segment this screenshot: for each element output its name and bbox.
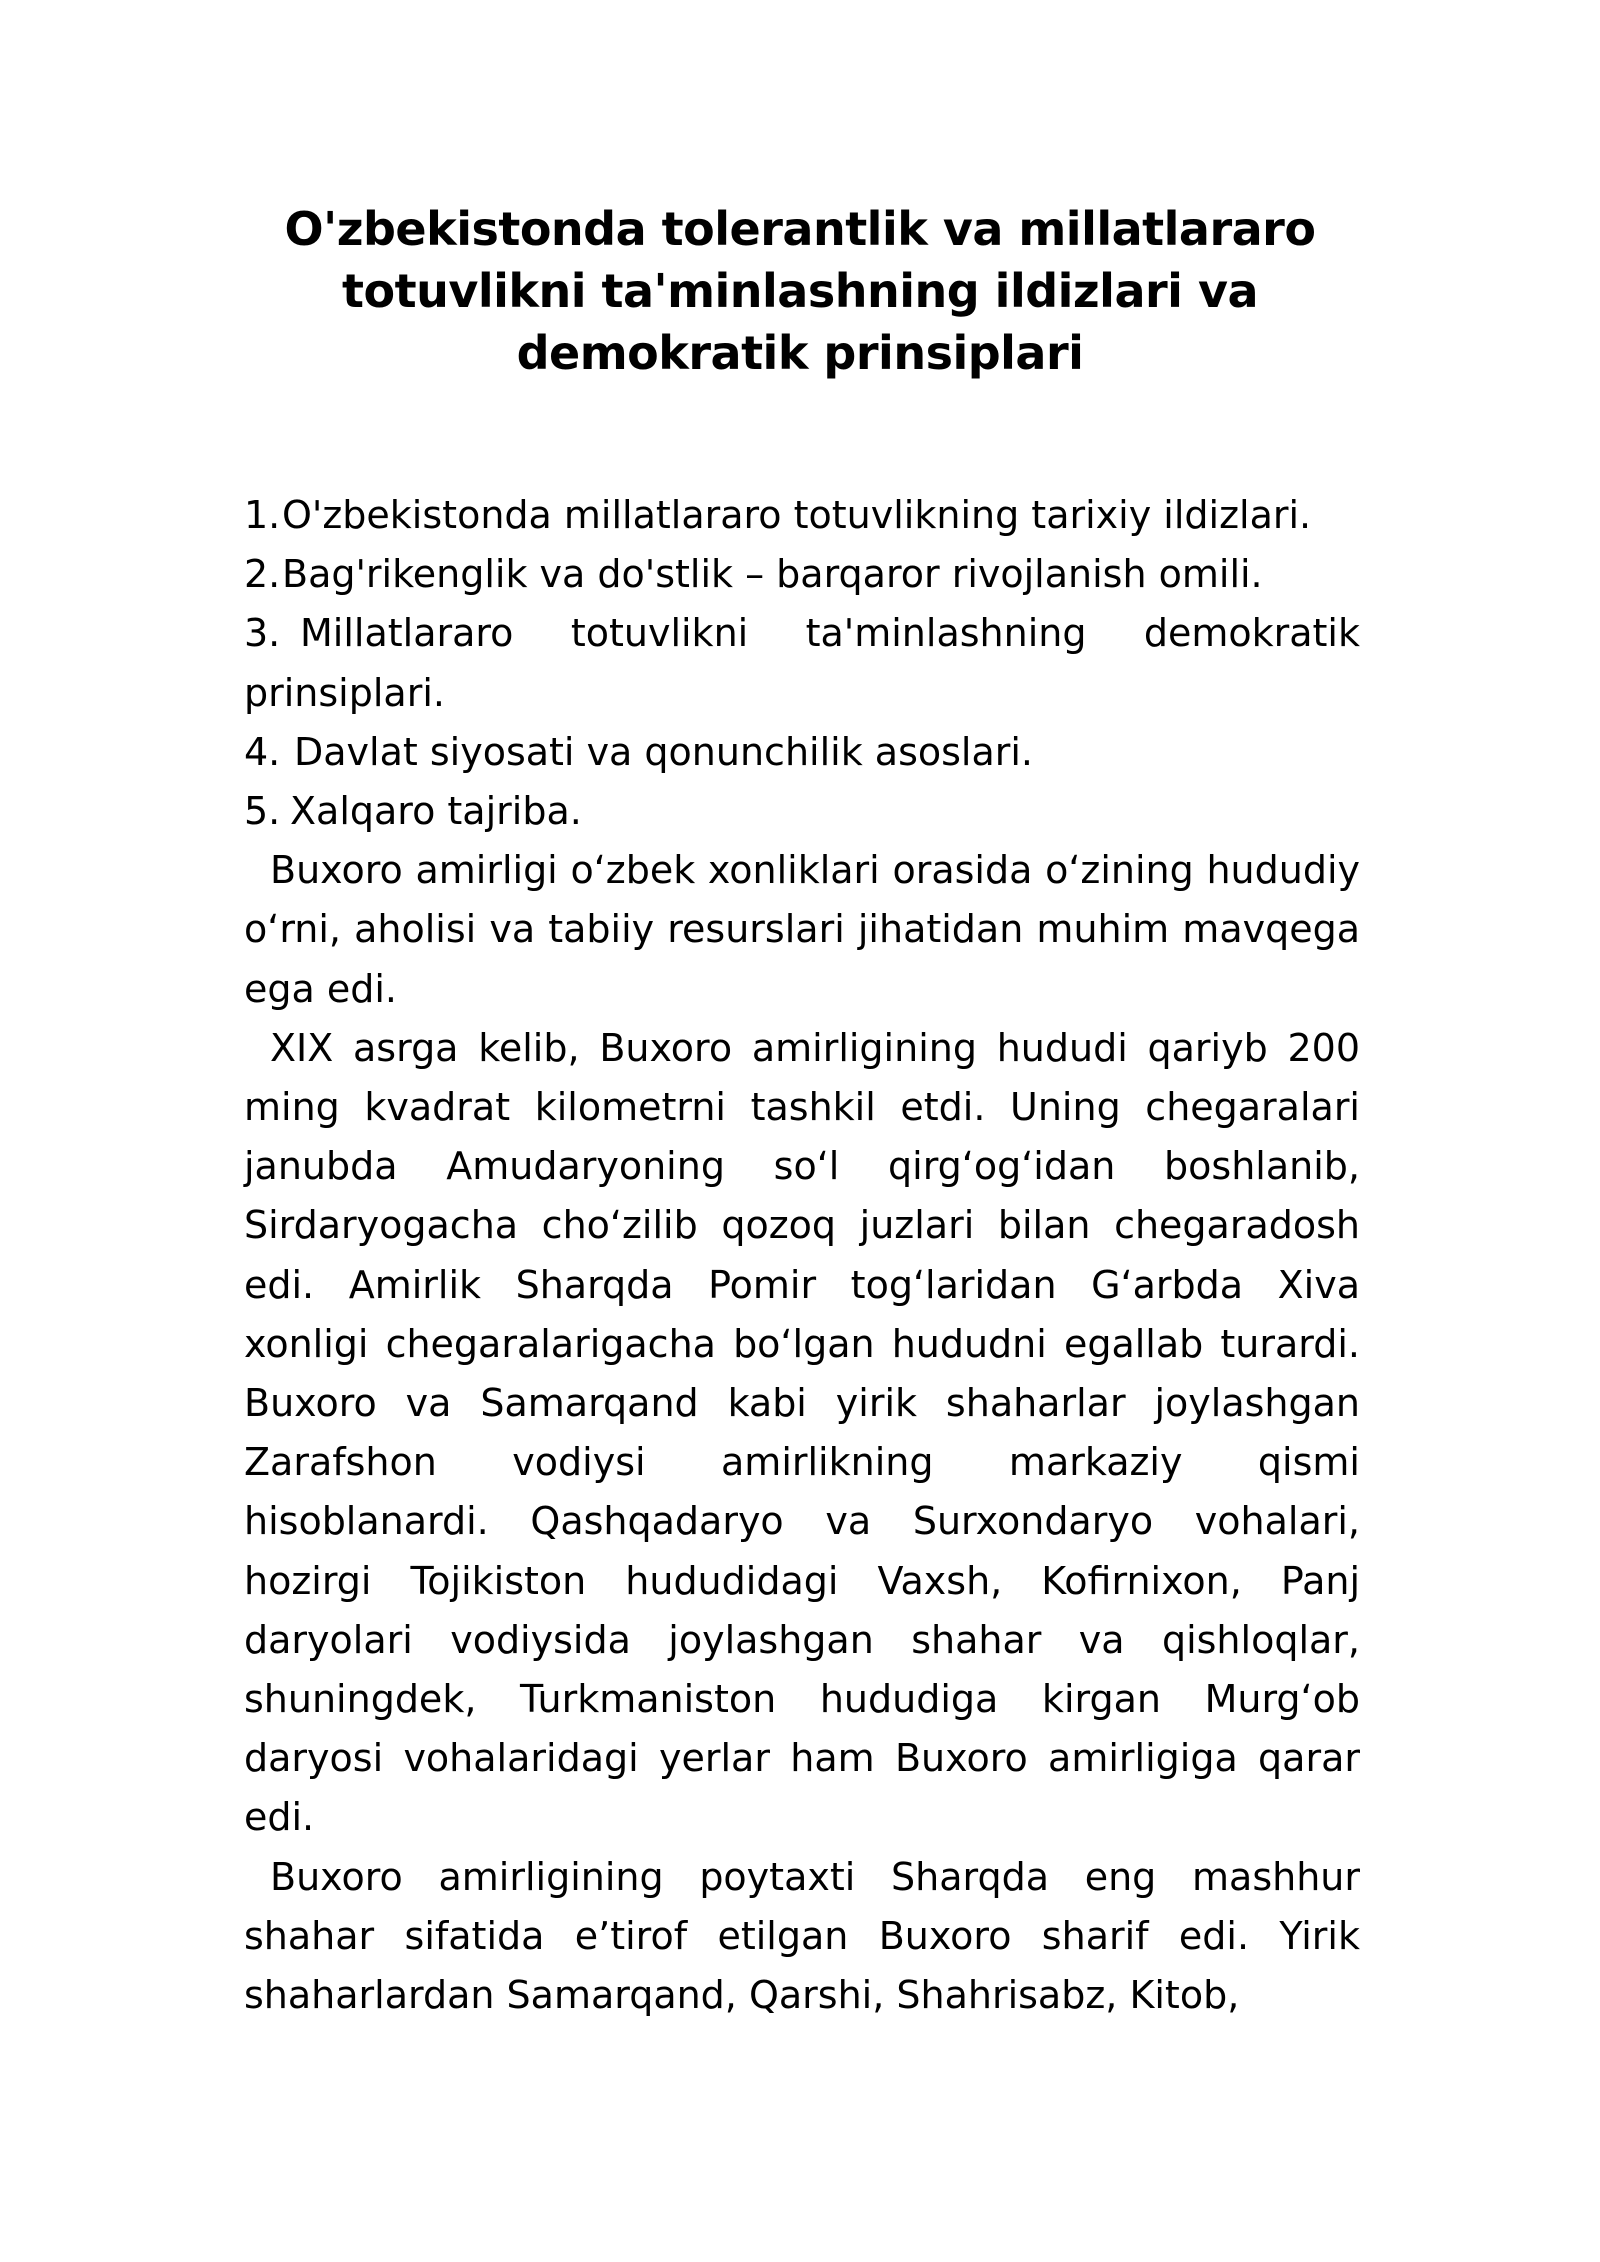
outline-item bbox=[244, 545, 1360, 604]
outline-item-text: Millatlararo totuvlikni ta'minlashning demokratik prinsiplari. bbox=[244, 611, 1360, 715]
outline-item-text: O'zbekistonda millatlararo totuvlikning tarixiy ildizlari. bbox=[282, 493, 1312, 537]
document-title bbox=[240, 198, 1360, 384]
outline-list bbox=[244, 486, 1360, 841]
outline-item bbox=[244, 486, 1360, 545]
title-line: totuvlikni ta'minlashning ildizlari va bbox=[342, 264, 1258, 318]
outline-item-number: 3. bbox=[244, 611, 281, 656]
document-body bbox=[244, 486, 1360, 2025]
outline-item bbox=[244, 604, 1360, 722]
title-line: demokratik prinsiplari bbox=[516, 326, 1084, 380]
outline-item-number: 4. bbox=[244, 729, 281, 774]
outline-item-text: Davlat siyosati va qonunchilik asoslari. bbox=[294, 729, 1034, 774]
title-line: O'zbekistonda tolerantlik va millatlararo bbox=[284, 202, 1316, 256]
outline-item-number: 1. bbox=[244, 493, 281, 537]
outline-item-text: Bag'rikenglik va do'stlik – barqaror rivojlanish omili. bbox=[282, 552, 1263, 597]
outline-item-text: Xalqaro tajriba. bbox=[290, 789, 582, 834]
outline-item bbox=[244, 723, 1360, 782]
body-paragraph: Buxoro amirligining poytaxti Sharqda eng mashhur shahar sifatida e’tirof etilgan Buxoro sharif edi. Yirik shaharlardan Samarqand, Qarshi, Shahrisabz, Kitob, bbox=[244, 1854, 1360, 2018]
outline-item-number: 2. bbox=[244, 552, 281, 597]
outline-item-number: 5. bbox=[244, 789, 281, 834]
outline-item bbox=[244, 782, 1360, 841]
body-paragraph: XIX asrga kelib, Buxoro amirligining hududi qariyb 200 ming kvadrat kilometrni tashkil etdi. Uning chegaralari janubda Amudaryoning soʻl qirgʻogʻidan boshlanib, Sirdaryogacha choʻzilib qozoq juzlari bilan chegaradosh edi. Amirlik Sharqda Pomir togʻlaridan Gʻarbda Xiva xonligi chegaralarigacha boʻlgan hududni egallab turardi. Buxoro va Samarqand kabi yirik shaharlar joylashgan Zarafshon vodiysi amirlikning markaziy qismi hisoblanardi. Qashqadaryo va Surxondaryo vohalari, hozirgi Tojikiston hududidagi Vaxsh, Kofirnixon, Panj daryolari vodiysida joylashgan shahar va qishloqlar, shuningdek, Turkmaniston hududiga kirgan Murgʻob daryosi vohalaridagi yerlar ham Buxoro amirligiga qarar edi. bbox=[244, 1025, 1360, 1840]
body-paragraph: Buxoro amirligi oʻzbek xonliklari orasida oʻzining hududiy oʻrni, aholisi va tabiiy resurslari jihatidan muhim mavqega ega edi. bbox=[244, 848, 1360, 1011]
